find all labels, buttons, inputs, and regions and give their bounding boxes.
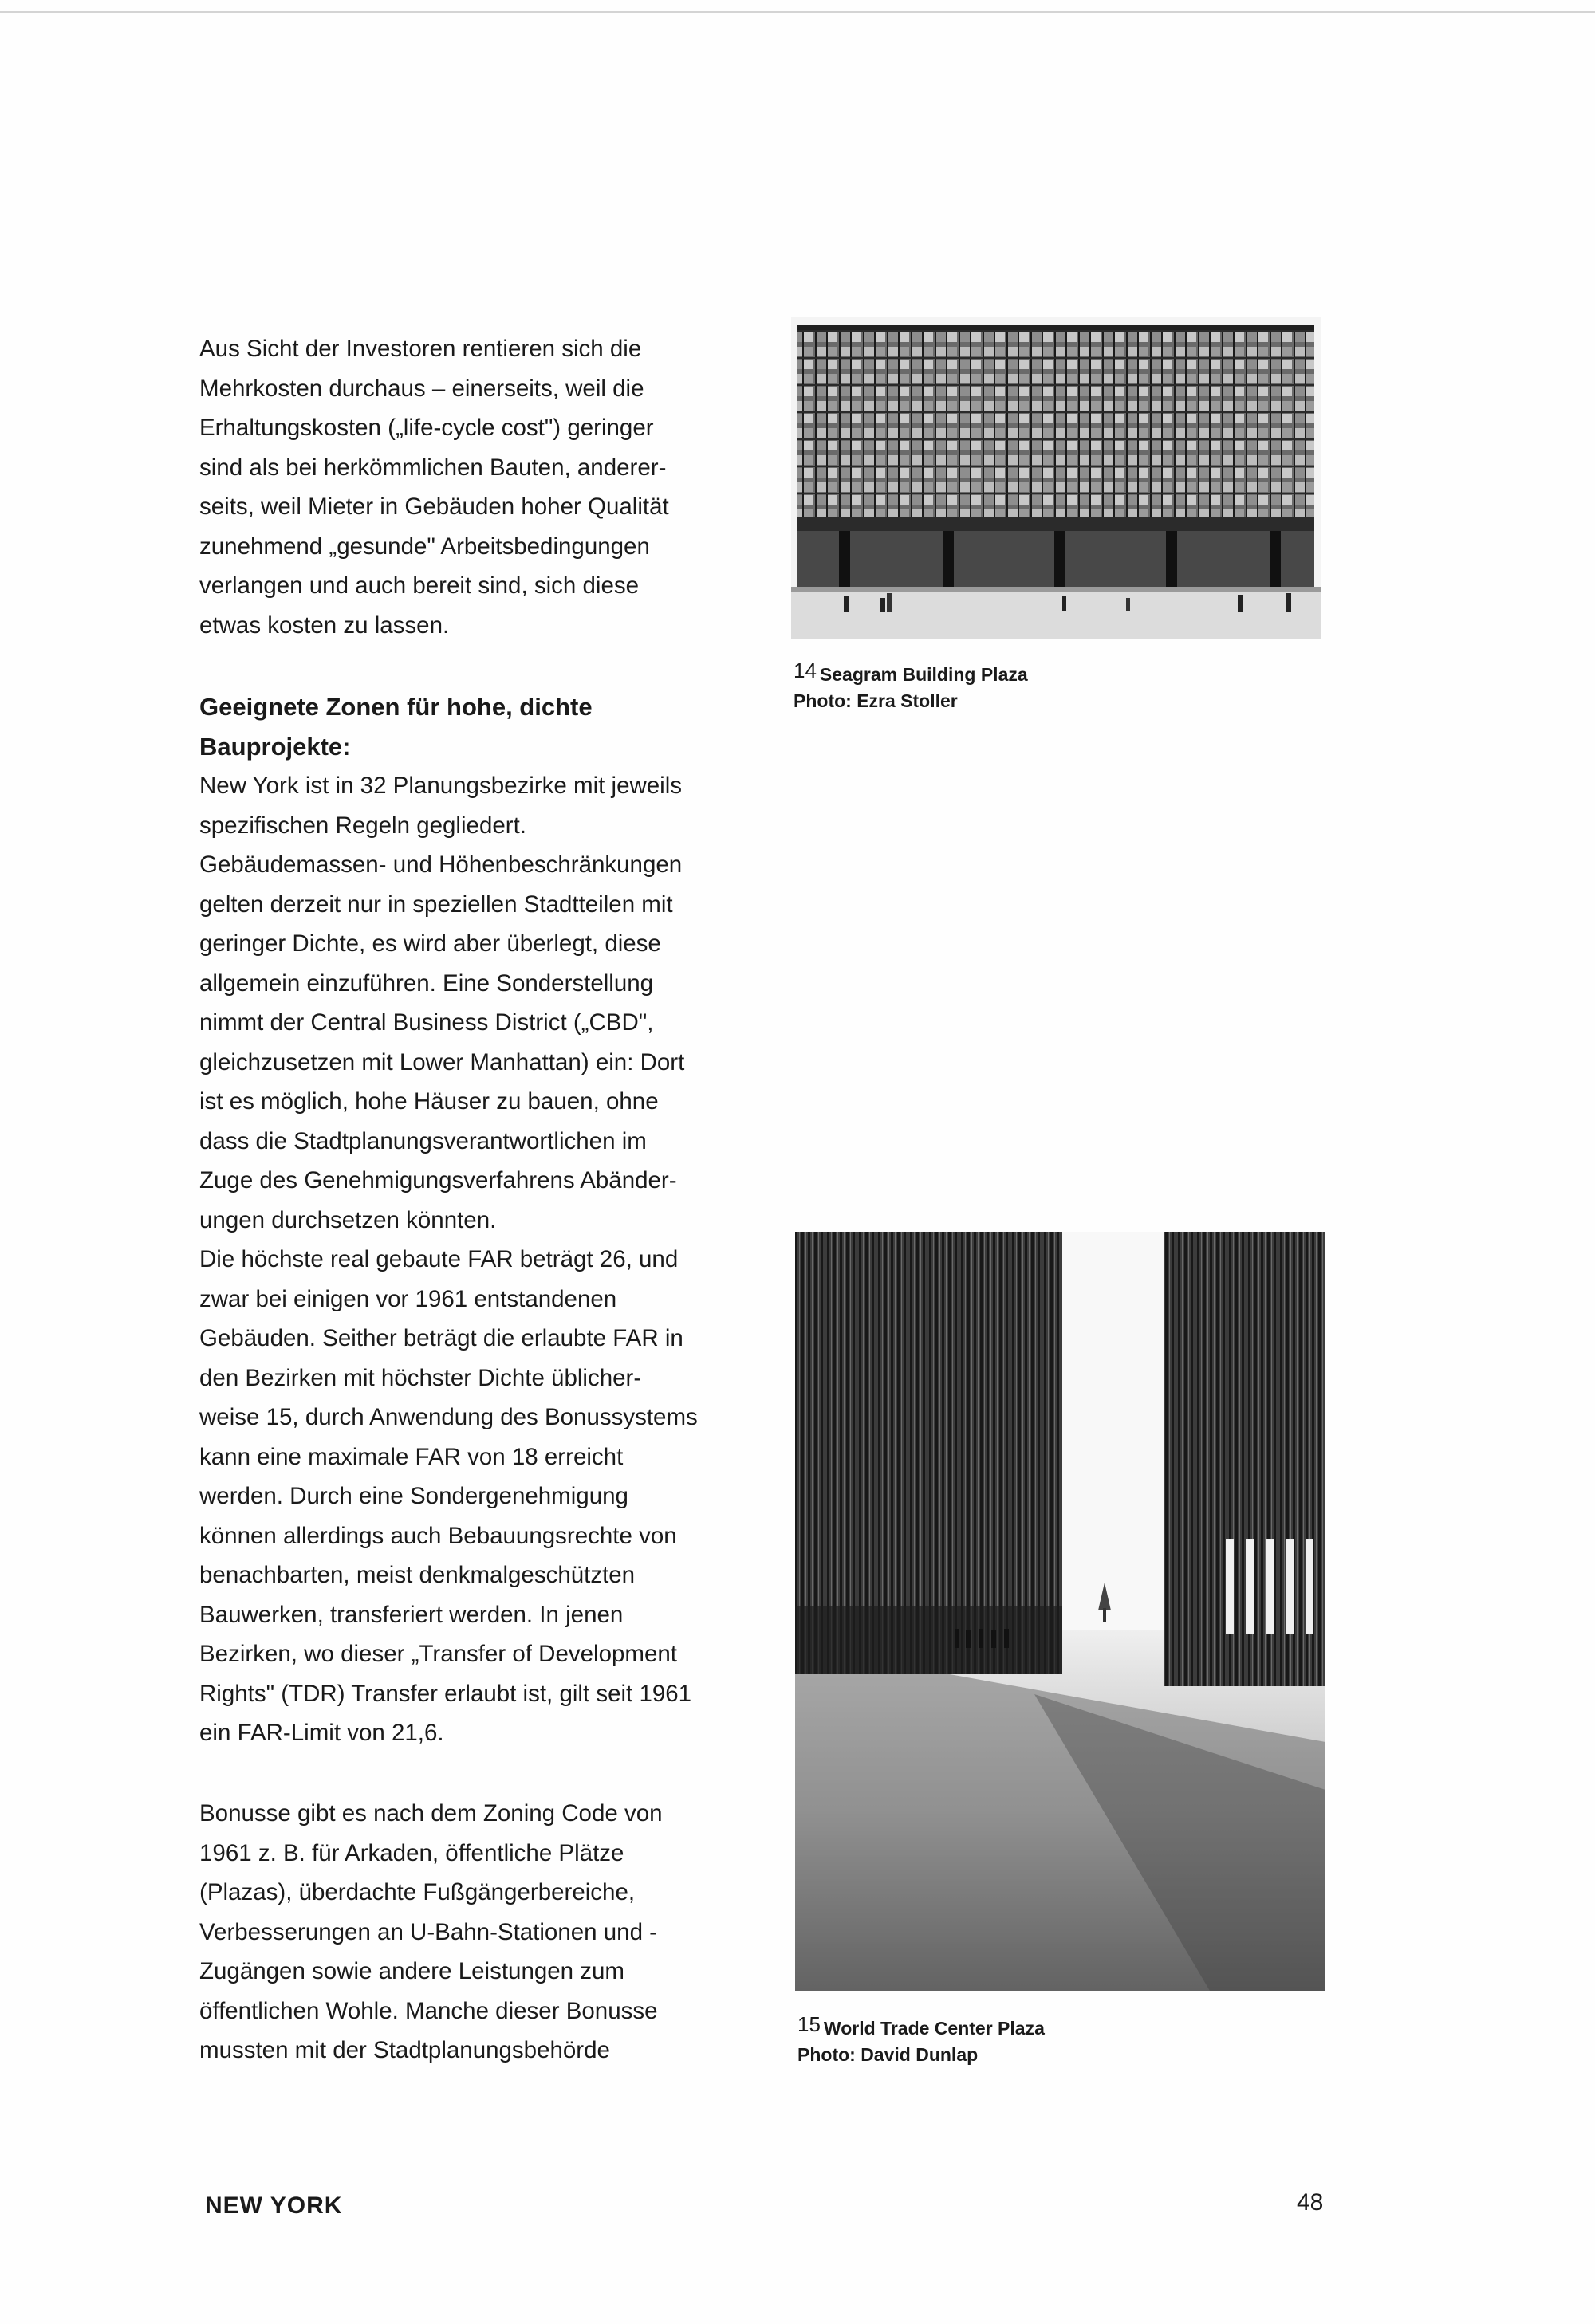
seagram-building-illustration <box>791 317 1321 639</box>
figure-14-title: Seagram Building Plaza <box>819 664 1028 685</box>
text-column-bonus <box>199 1794 742 2070</box>
paragraph-zones: New York ist in 32 Planungsbezirke mit jeweils spezifischen Regeln gegliedert. Gebäudemassen- und Höhenbeschränkungen gelten derzeit nur in speziellen Stadtteilen mit geringer Dichte, es wird aber überlegt, diese allgemein einzuführen. Eine Sonderstellung nimmt der Central Business District („CBD", gleichzusetzen mit Lower Manhattan) ein: Dort ist es möglich, hohe Häuser zu bauen, ohne dass die Stadtplanungsverantwortlichen im Zuge des Genehmigungsverfahrens Abänder- ungen durchsetzen könnten. Die höchste real gebaute FAR beträgt 26, und zwar bei einigen vor 1961 entstandenen Gebäuden. Seither beträgt die erlaubte FAR in den Bezirken mit höchster Dichte üblicher- weise 15, durch Anwendung des Bonussystems kann eine maximale FAR von 18 erreicht werden. Durch eine Sondergenehmigung können allerdings auch Bebauungsrechte von benachbarten, meist denkmalgeschützten Bauwerken, transferiert werden. In jenen Bezirken, wo dieser „Transfer of Development Rights" (TDR) Transfer erlaubt ist, gilt seit 1961 ein FAR-Limit von 21,6. <box>199 773 698 1746</box>
page-number: 48 <box>1297 2189 1324 2216</box>
paragraph-bonus: Bonusse gibt es nach dem Zoning Code von 1961 z. B. für Arkaden, öffentliche Plätze (Plazas), überdachte Fußgängerbereiche, Verbesserungen an U-Bahn-Stationen und - Zugängen sowie andere Leistungen zum öffentlichen Wohle. Manche dieser Bonusse mussten mit der Stadtplanungsbehörde <box>199 1800 663 2063</box>
top-rule <box>0 11 1595 13</box>
figure-14-credit: Photo: Ezra Stoller <box>794 690 958 711</box>
paragraph-intro: Aus Sicht der Investoren rentieren sich die Mehrkosten durchaus – einerseits, weil die Erhaltungskosten („life-cycle cost") geringer sind als bei herkömmlichen Bauten, anderer- seits, weil Mieter in Gebäuden hoher Qualität zunehmend „gesunde" Arbeitsbedingungen verlangen und auch bereit sind, sich diese etwas kosten zu lassen. <box>199 336 669 639</box>
figure-14-caption <box>794 658 1028 714</box>
text-column <box>199 329 742 645</box>
section-subheading: Geeignete Zonen für hohe, dichte Bauprojekte: <box>199 693 593 761</box>
world-trade-center-photo <box>795 1232 1325 1991</box>
figure-15-caption <box>798 2011 1045 2068</box>
figure-14-number: 14 <box>794 659 817 682</box>
figure-15-number: 15 <box>798 2012 821 2036</box>
text-column-section <box>199 687 742 1753</box>
figure-15-credit: Photo: David Dunlap <box>798 2044 979 2065</box>
seagram-building-photo <box>791 317 1321 639</box>
world-trade-center-illustration <box>795 1232 1325 1991</box>
figure-15-title: World Trade Center Plaza <box>823 2018 1045 2039</box>
running-footer-title: NEW YORK <box>205 2192 343 2219</box>
